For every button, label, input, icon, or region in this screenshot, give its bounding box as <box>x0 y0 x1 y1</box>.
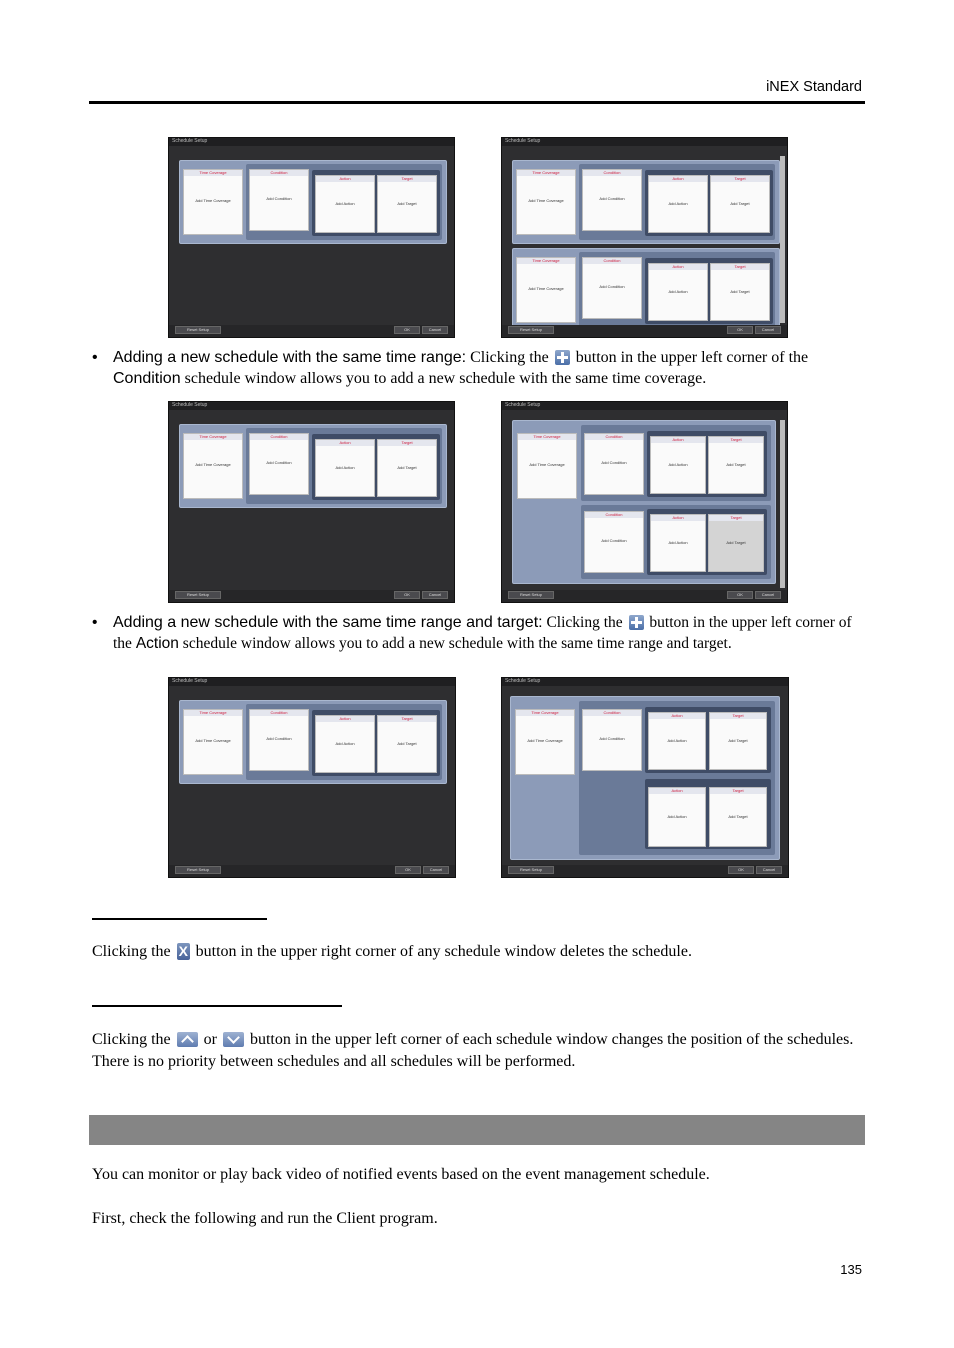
card-body[interactable]: Add Action <box>668 200 688 206</box>
schedule-card-condition <box>249 709 309 771</box>
page-number: 135 <box>840 1262 862 1277</box>
schedule-card-target <box>377 439 437 497</box>
schedule-card-action <box>650 514 706 572</box>
schedule-card-action <box>315 439 375 497</box>
plus-icon <box>555 350 570 365</box>
window-title: Schedule Setup <box>172 138 208 144</box>
card-title: Action <box>649 788 705 794</box>
reset-setup-button[interactable]: Reset Setup <box>175 591 221 599</box>
card-title: Condition <box>585 434 643 440</box>
card-title: Action <box>316 176 374 182</box>
reset-setup-button[interactable]: Reset Setup <box>175 326 221 334</box>
card-title: Condition <box>583 170 641 176</box>
card-title: Time Coverage <box>516 710 574 716</box>
condition-area <box>579 252 775 328</box>
card-body[interactable]: Add Target <box>730 200 750 206</box>
card-body[interactable]: Add Condition <box>601 460 627 466</box>
para-text: button in the upper left corner of each schedule window changes the position of the schedules. There is no priority between schedules and all schedules will be performed. <box>92 1031 854 1070</box>
action-area <box>647 509 767 575</box>
card-body[interactable]: Add Action <box>335 464 355 470</box>
move-up-icon <box>177 1032 198 1047</box>
card-title: Target <box>709 515 763 521</box>
ok-button[interactable]: OK <box>727 591 753 599</box>
schedule-card-time <box>515 709 575 775</box>
card-body[interactable]: Add Condition <box>266 196 292 202</box>
card-title: Action <box>316 716 374 722</box>
condition-area <box>581 425 771 501</box>
card-title: Time Coverage <box>184 170 242 176</box>
card-title: Target <box>710 713 766 719</box>
schedule-card-time <box>517 433 577 499</box>
schedule-setup-screenshot-3 <box>168 401 455 603</box>
bullet-text: schedule window allows you to add a new schedule with the same time range and target. <box>178 635 732 652</box>
card-body[interactable]: Add Target <box>730 288 750 294</box>
window-bottombar <box>169 325 454 337</box>
action-area <box>312 170 440 236</box>
card-body[interactable]: Add Condition <box>266 460 292 466</box>
card-body[interactable]: Add Target <box>728 813 748 819</box>
bullet-keyword: Action <box>135 635 179 652</box>
condition-area <box>579 164 775 240</box>
action-area <box>645 779 771 849</box>
card-body[interactable]: Add Target <box>728 737 748 743</box>
action-area <box>647 431 767 497</box>
window-bottombar <box>169 865 455 877</box>
card-body[interactable]: Add Time Coverage <box>528 198 564 204</box>
section-rule-delete <box>92 918 267 920</box>
bullet-same-time-target <box>92 612 864 654</box>
schedule-panel <box>179 700 447 784</box>
card-title: Target <box>711 176 769 182</box>
schedule-card-time <box>516 257 576 323</box>
schedule-card-target <box>708 514 764 572</box>
schedule-setup-screenshot-2 <box>501 137 788 338</box>
card-body[interactable]: Add Action <box>335 740 355 746</box>
card-title: Action <box>649 713 705 719</box>
plus-icon <box>629 615 644 630</box>
card-title: Target <box>709 437 763 443</box>
cancel-button[interactable]: Cancel <box>422 591 448 599</box>
schedule-card-condition <box>584 511 644 573</box>
card-body[interactable]: Add Action <box>667 737 687 743</box>
card-title: Condition <box>250 710 308 716</box>
ok-button[interactable]: OK <box>394 591 420 599</box>
action-area <box>645 170 773 236</box>
card-title: Target <box>378 716 436 722</box>
schedule-panel <box>512 160 780 244</box>
window-bottombar <box>169 590 454 602</box>
bullet-lead: Adding a new schedule with the same time range and target: <box>113 614 543 631</box>
schedule-card-action <box>315 715 375 773</box>
para-text: or <box>199 1031 221 1048</box>
schedule-card-target <box>377 175 437 233</box>
bullet-text: Clicking the <box>542 614 627 631</box>
cancel-button[interactable]: Cancel <box>755 326 781 334</box>
para-text: button in the upper right corner of any schedule window deletes the schedule. <box>191 943 692 960</box>
card-title: Time Coverage <box>184 710 242 716</box>
condition-area <box>579 701 775 855</box>
card-title: Action <box>651 515 705 521</box>
scrollbar[interactable] <box>780 156 785 323</box>
schedule-card-action <box>650 436 706 494</box>
action-area <box>312 434 440 500</box>
card-title: Condition <box>583 710 641 716</box>
cancel-button[interactable]: Cancel <box>423 866 449 874</box>
card-title: Condition <box>250 170 308 176</box>
schedule-card-condition <box>582 709 642 771</box>
schedule-card-action <box>648 712 706 770</box>
schedule-card-target <box>708 436 764 494</box>
card-body[interactable]: Add Time Coverage <box>528 286 564 292</box>
cancel-button[interactable]: Cancel <box>755 591 781 599</box>
bullet-dot: • <box>92 614 98 631</box>
cancel-button[interactable]: Cancel <box>422 326 448 334</box>
card-title: Target <box>378 176 436 182</box>
reset-setup-button[interactable]: Reset Setup <box>508 866 554 874</box>
card-body[interactable]: Add Target <box>397 740 417 746</box>
reset-setup-button[interactable]: Reset Setup <box>508 591 554 599</box>
schedule-card-condition <box>249 433 309 495</box>
schedule-setup-screenshot-1 <box>168 137 455 338</box>
card-body[interactable]: Add Target <box>726 461 746 467</box>
card-title: Condition <box>585 512 643 518</box>
condition-area <box>246 428 442 504</box>
bullet-lead: Adding a new schedule with the same time range: <box>113 349 467 366</box>
scrollbar[interactable] <box>780 420 785 588</box>
card-title: Time Coverage <box>518 434 576 440</box>
condition-area <box>581 505 771 579</box>
card-body[interactable]: Add Condition <box>601 538 627 544</box>
card-title: Condition <box>250 434 308 440</box>
bullet-keyword: Condition <box>113 370 181 387</box>
window-title: Schedule Setup <box>505 138 541 144</box>
card-body[interactable]: Add Target <box>397 200 417 206</box>
delete-paragraph <box>92 941 864 963</box>
schedule-card-action <box>648 787 706 847</box>
bullet-text: Clicking the <box>466 349 553 366</box>
card-body[interactable]: Add Condition <box>599 736 625 742</box>
delete-x-icon <box>177 943 190 960</box>
card-body[interactable]: Add Action <box>668 539 688 545</box>
section-heading-bar <box>89 1115 865 1145</box>
schedule-setup-screenshot-5 <box>168 677 456 878</box>
card-title: Time Coverage <box>184 434 242 440</box>
schedule-card-time <box>183 433 243 499</box>
schedule-card-action <box>648 175 708 233</box>
card-body[interactable]: Add Condition <box>599 284 625 290</box>
schedule-card-target <box>710 175 770 233</box>
window-bottombar <box>502 865 788 877</box>
card-title: Time Coverage <box>517 170 575 176</box>
card-body[interactable]: Add Action <box>335 200 355 206</box>
monitor-paragraph: You can monitor or play back video of notified events based on the event management schedule. <box>92 1166 710 1183</box>
first-paragraph: First, check the following and run the Client program. <box>92 1210 438 1227</box>
card-body[interactable]: Add Condition <box>266 736 292 742</box>
card-title: Action <box>316 440 374 446</box>
window-titlebar <box>169 138 454 146</box>
window-titlebar <box>169 402 454 410</box>
window-titlebar <box>502 138 787 146</box>
card-body[interactable]: Add Time Coverage <box>527 738 563 744</box>
card-title: Action <box>649 264 707 270</box>
ok-button[interactable]: OK <box>728 866 754 874</box>
section-rule-move <box>92 1005 342 1007</box>
move-paragraph <box>92 1029 864 1073</box>
window-bottombar <box>502 590 787 602</box>
schedule-card-condition <box>582 169 642 231</box>
schedule-card-condition <box>249 169 309 231</box>
ok-button[interactable]: OK <box>727 326 753 334</box>
window-title: Schedule Setup <box>505 678 541 684</box>
card-title: Condition <box>583 258 641 264</box>
window-titlebar <box>169 678 455 686</box>
action-area <box>645 707 771 773</box>
header-rule <box>89 101 865 104</box>
card-body[interactable]: Add Time Coverage <box>195 462 231 468</box>
card-body[interactable]: Add Action <box>668 288 688 294</box>
page-header-title: iNEX Standard <box>766 79 862 95</box>
bullet-text: schedule window allows you to add a new schedule with the same time coverage. <box>180 370 707 387</box>
schedule-panel <box>512 248 780 332</box>
schedule-panel <box>512 420 776 584</box>
para-text: Clicking the <box>92 1031 175 1048</box>
schedule-card-time <box>183 169 243 235</box>
schedule-panel <box>510 696 780 860</box>
card-body[interactable]: Add Time Coverage <box>195 738 231 744</box>
action-area <box>645 258 773 324</box>
reset-setup-button[interactable]: Reset Setup <box>508 326 554 334</box>
condition-area <box>246 164 442 240</box>
card-body[interactable]: Add Target <box>397 464 417 470</box>
window-bottombar <box>502 325 787 337</box>
schedule-panel <box>179 160 447 244</box>
card-body[interactable]: Add Time Coverage <box>195 198 231 204</box>
schedule-card-target <box>709 787 767 847</box>
schedule-card-time <box>183 709 243 775</box>
schedule-card-condition <box>584 433 644 495</box>
schedule-setup-screenshot-6 <box>501 677 789 878</box>
schedule-card-condition <box>582 257 642 319</box>
ok-button[interactable]: OK <box>394 326 420 334</box>
window-title: Schedule Setup <box>505 402 541 408</box>
card-body[interactable]: Add Target <box>726 539 746 545</box>
bullet-dot: • <box>92 349 98 366</box>
window-titlebar <box>502 402 787 410</box>
schedule-card-action <box>315 175 375 233</box>
card-title: Time Coverage <box>517 258 575 264</box>
schedule-setup-screenshot-4 <box>501 401 788 603</box>
card-body[interactable]: Add Time Coverage <box>529 462 565 468</box>
window-title: Schedule Setup <box>172 678 208 684</box>
card-body[interactable]: Add Action <box>667 813 687 819</box>
schedule-card-time <box>516 169 576 235</box>
bullet-text: button in the upper left corner of the <box>571 349 809 366</box>
cancel-button[interactable]: Cancel <box>756 866 782 874</box>
ok-button[interactable]: OK <box>395 866 421 874</box>
bullet-same-time <box>92 347 864 389</box>
schedule-card-action <box>648 263 708 321</box>
schedule-card-target <box>710 263 770 321</box>
bullet-text: button in the upper left corner of the <box>113 614 852 652</box>
window-titlebar <box>502 678 788 686</box>
schedule-panel <box>179 424 447 508</box>
card-title: Target <box>378 440 436 446</box>
para-text: Clicking the <box>92 943 175 960</box>
schedule-card-target <box>377 715 437 773</box>
card-title: Target <box>710 788 766 794</box>
schedule-card-target <box>709 712 767 770</box>
card-title: Action <box>649 176 707 182</box>
card-title: Action <box>651 437 705 443</box>
action-area <box>312 710 440 776</box>
move-down-icon <box>223 1032 244 1047</box>
card-body[interactable]: Add Action <box>668 461 688 467</box>
card-body[interactable]: Add Condition <box>599 196 625 202</box>
window-title: Schedule Setup <box>172 402 208 408</box>
card-title: Target <box>711 264 769 270</box>
condition-area <box>246 704 442 780</box>
reset-setup-button[interactable]: Reset Setup <box>175 866 221 874</box>
